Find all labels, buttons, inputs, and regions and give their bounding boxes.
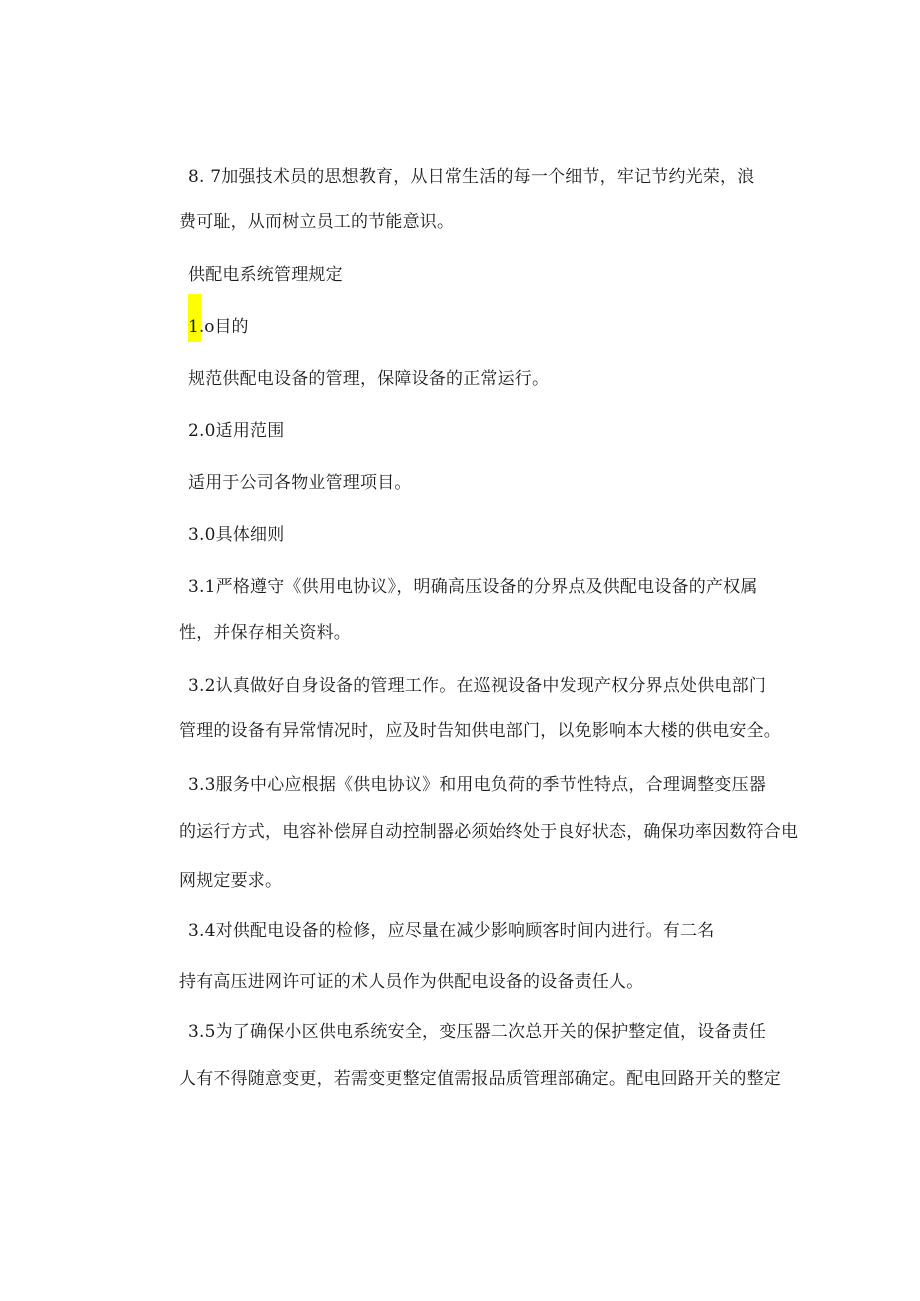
rule-3-3-line-3: 网规定要求。 bbox=[179, 871, 283, 891]
rule-3-4-line-1: 3.4对供配电设备的检修，应尽量在减少影响顾客时间内进行。有二名 bbox=[188, 921, 715, 941]
scope-text: 适用于公司各物业管理项目。 bbox=[188, 473, 412, 493]
rule-3-5-line-2: 人有不得随意变更，若需变更整定值需报品质管理部确定。配电回路开关的整定 bbox=[179, 1069, 781, 1089]
rule-3-2-line-1: 3.2认真做好自身设备的管理工作。在巡视设备中发现产权分界点处供电部门 bbox=[188, 676, 767, 696]
rule-3-2-line-2: 管理的设备有异常情况时，应及时告知供电部门，以免影响本大楼的供电安全。 bbox=[179, 721, 781, 741]
heading-1: 1.o目的 bbox=[188, 317, 249, 337]
rule-3-1-line-2: 性，并保存相关资料。 bbox=[179, 623, 351, 643]
heading-3: 3.0具体细则 bbox=[188, 525, 285, 545]
rule-3-3-line-1: 3.3服务中心应根据《供电协议》和用电负荷的季节性特点，合理调整变压器 bbox=[188, 775, 767, 795]
rule-3-4-line-2: 持有高压进网许可证的术人员作为供配电设备的设备责任人。 bbox=[179, 972, 644, 992]
rule-3-1-line-1: 3.1严格遵守《供用电协议》，明确高压设备的分界点及供配电设备的产权属 bbox=[188, 577, 758, 597]
heading-2: 2.0适用范围 bbox=[188, 421, 285, 441]
rule-3-3-line-2: 的运行方式，电容补偿屏自动控制器必须始终处于良好状态，确保功率因数符合电 bbox=[179, 822, 799, 842]
rule-3-5-line-1: 3.5为了确保小区供电系统安全，变压器二次总开关的保护整定值，设备责任 bbox=[188, 1022, 767, 1042]
section-title: 供配电系统管理规定 bbox=[188, 265, 343, 285]
para-8-7-line-1: 8. 7加强技术员的思想教育，从日常生活的每一个细节，牢记节约光荣，浪 bbox=[188, 167, 755, 187]
purpose-text: 规范供配电设备的管理，保障设备的正常运行。 bbox=[188, 369, 550, 389]
para-8-7-line-2: 费可耻，从而树立员工的节能意识。 bbox=[179, 212, 455, 232]
